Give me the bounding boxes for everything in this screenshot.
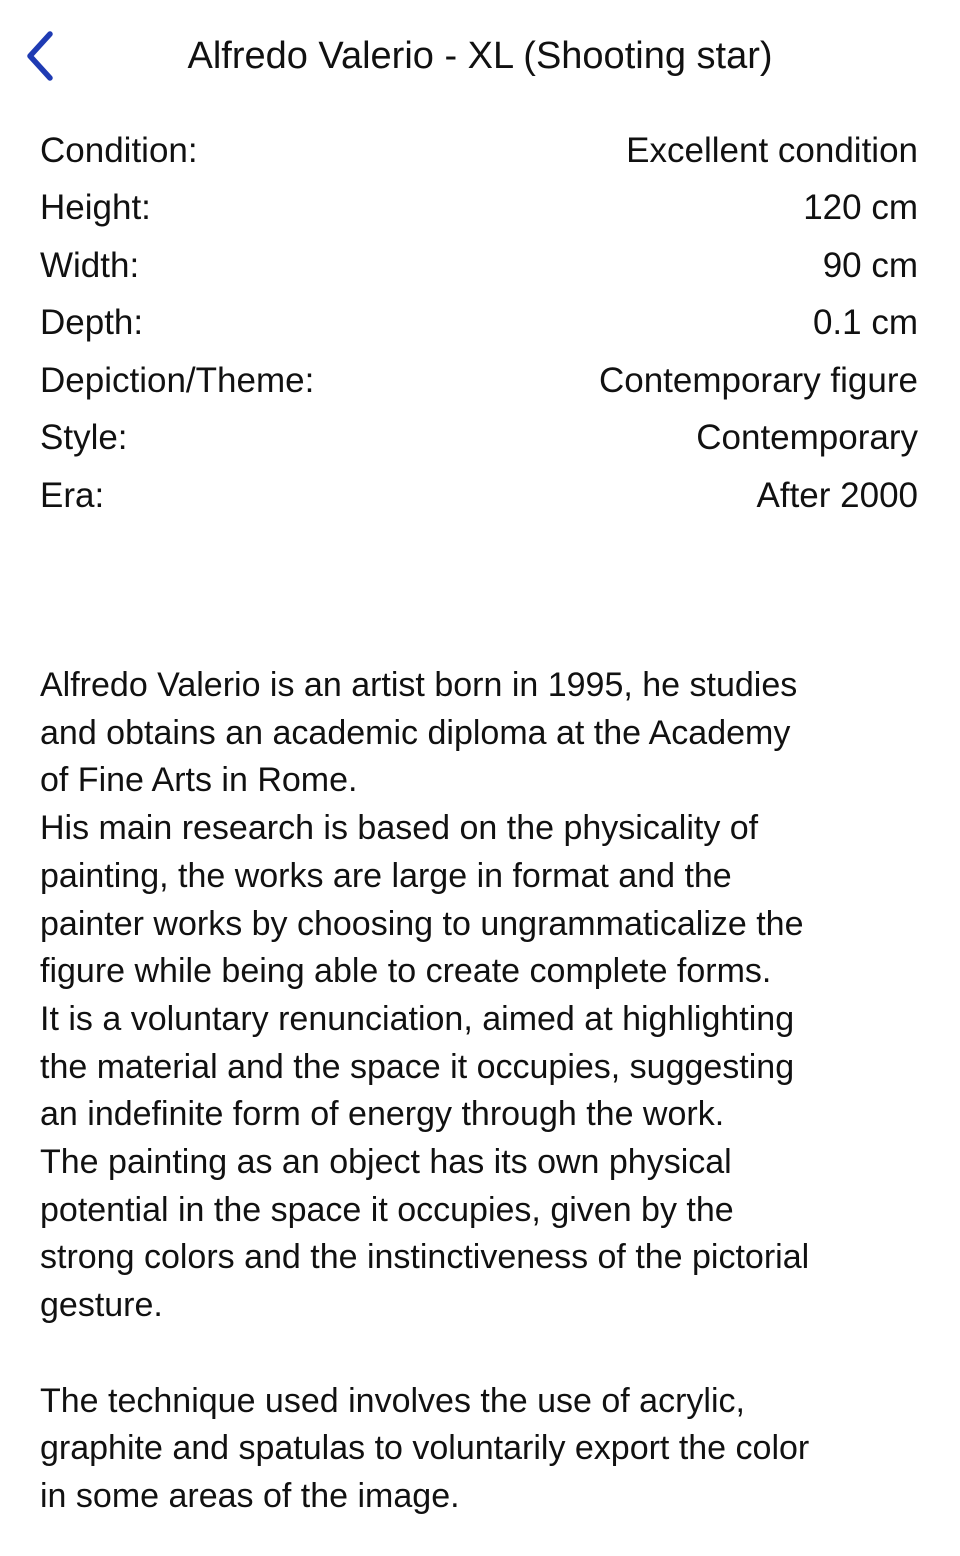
spec-value: 120 cm (803, 188, 918, 228)
spec-label: Depiction/Theme: (40, 360, 315, 400)
description-line: graphite and spatulas to voluntarily export the color (40, 1429, 810, 1468)
spec-label: Width: (40, 245, 140, 285)
spec-value: 0.1 cm (812, 303, 918, 343)
paragraph-gap (40, 1330, 930, 1378)
header (0, 0, 960, 112)
description-line: Alfredo Valerio is an artist born in 1995, he studies (40, 666, 798, 704)
description-line: potential in the space it occupies, given by the (40, 1190, 734, 1229)
description-line: of Fine Arts in Rome. (40, 761, 358, 800)
spec-value: 90 cm (822, 245, 918, 285)
description-line: and obtains an academic diploma at the Academy (40, 713, 791, 752)
spec-row-depth (40, 295, 918, 353)
spec-label: Depth: (40, 303, 144, 343)
page-title: Alfredo Valerio - XL (Shooting star) (187, 35, 773, 77)
spec-value: Contemporary (696, 418, 918, 458)
spec-value: After 2000 (756, 475, 918, 515)
description-line: It is a voluntary renunciation, aimed at highlighting (40, 999, 795, 1038)
specs-list (40, 122, 918, 525)
spec-label: Height: (40, 188, 151, 228)
description (40, 662, 930, 1521)
spec-row-style (40, 410, 918, 468)
spec-label: Style: (40, 418, 128, 458)
description-line: painting, the works are large in format and the (40, 856, 732, 895)
spec-value: Contemporary figure (598, 360, 918, 400)
spec-value: Excellent condition (626, 130, 918, 170)
description-line: in some areas of the image. (40, 1476, 460, 1515)
description-line: The technique used involves the use of acrylic, (40, 1381, 745, 1420)
spec-row-width (40, 237, 918, 295)
back-button[interactable] (14, 28, 66, 84)
spec-row-condition (40, 122, 918, 180)
description-line: His main research is based on the physicality of (40, 809, 759, 848)
description-line: The painting as an object has its own physical (40, 1143, 732, 1182)
chevron-left-icon (25, 31, 55, 81)
description-line: painter works by choosing to ungrammaticalize the (40, 904, 804, 943)
description-line: figure while being able to create complete forms. (40, 952, 772, 991)
description-line: the material and the space it occupies, suggesting (40, 1047, 795, 1086)
spec-label: Era: (40, 475, 105, 515)
description-line: gesture. (40, 1286, 163, 1325)
spec-row-era (40, 467, 918, 525)
description-line: an indefinite form of energy through the work. (40, 1095, 725, 1134)
spec-label: Condition: (40, 130, 198, 170)
description-line: strong colors and the instinctiveness of the pictorial (40, 1238, 810, 1277)
spec-row-theme (40, 352, 918, 410)
spec-row-height (40, 180, 918, 238)
